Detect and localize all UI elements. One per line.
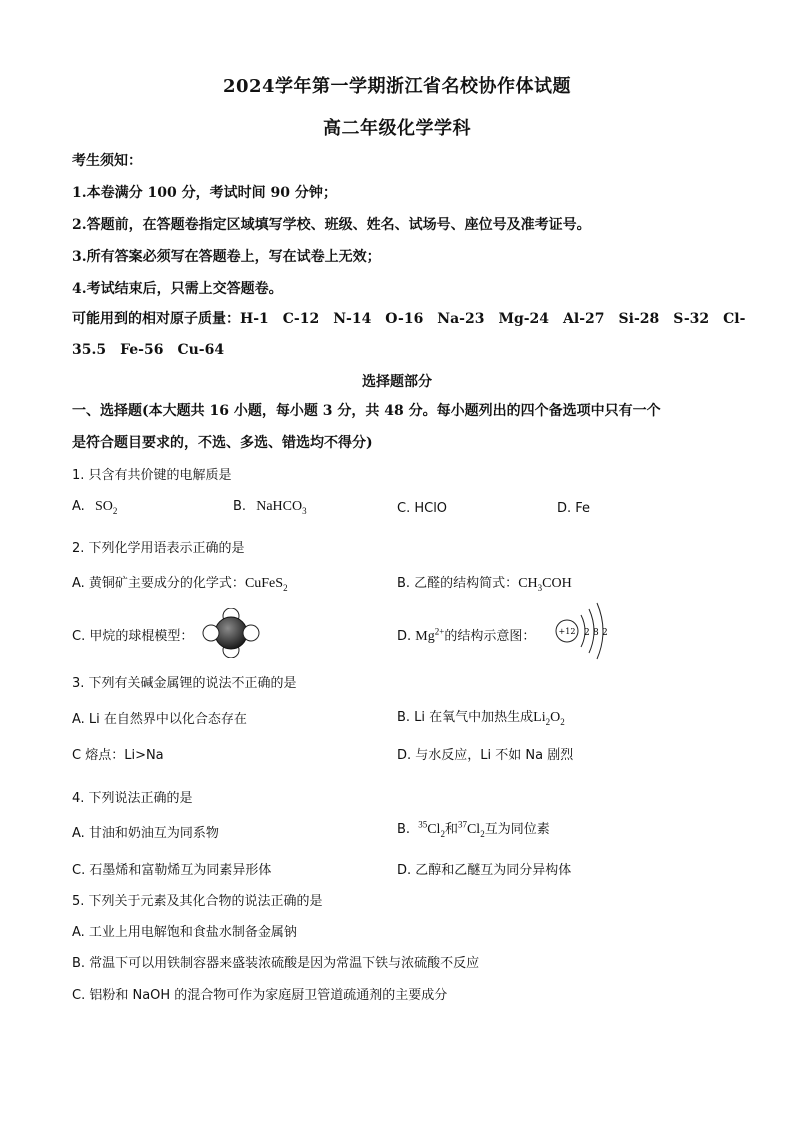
q1-a-sub: 2 <box>112 505 118 516</box>
q2-option-a <box>72 572 288 593</box>
q4-b-mass1: 35 <box>418 819 428 830</box>
q1-stem: 1. 只含有共价键的电解质是 <box>72 468 232 483</box>
q2-stem: 2. 下列化学用语表示正确的是 <box>72 541 245 556</box>
q3-b-sub1: 2 <box>545 716 551 727</box>
q5-option-c: C. 铝粉和 NaOH 的混合物可作为家庭厨卫管道疏通剂的主要成分 <box>72 988 448 1003</box>
q2-b-text: B. 乙醛的结构简式： <box>397 576 519 591</box>
q4-option-c: C. 石墨烯和富勒烯互为同素异形体 <box>72 863 272 878</box>
q1-option-b <box>233 499 307 516</box>
q2-d-text: D. <box>397 629 416 644</box>
exam-subtitle: 高二年级化学学科 <box>323 118 471 139</box>
q4-b-label: B. <box>397 822 411 837</box>
q4-b-and: 和 <box>444 822 458 837</box>
q3-option-a: A. Li 在自然界中以化合态存在 <box>72 712 247 727</box>
q4-stem: 4. 下列说法正确的是 <box>72 791 193 806</box>
q4-option-b <box>397 818 550 839</box>
q1-option-c: C. HClO <box>397 501 448 516</box>
q1-option-d: D. Fe <box>557 501 591 516</box>
q2-b-post: COH <box>542 576 572 591</box>
section-instruction-1: 一、选择题(本大题共 16 小题，每小题 3 分，共 48 分。每小题列出的四个备选项中只有一个 <box>72 403 661 419</box>
q4-b-sub2: 2 <box>480 828 485 839</box>
q2-a-text: A. 黄铜矿主要成分的化学式： <box>72 576 245 591</box>
q1-b-sub: 3 <box>302 505 307 516</box>
q1-option-a <box>72 499 117 516</box>
q3-option-d: D. 与水反应，Li 不如 Na 剧烈 <box>397 748 574 763</box>
q4-b-mass2: 37 <box>457 819 467 830</box>
q4-b-post: 互为同位素 <box>484 822 550 837</box>
atomic-mass-line-1: 可能用到的相对原子质量：H-1 C-12 N-14 O-16 Na-23 Mg-24 Al-27 Si-28 S-32 Cl- <box>72 311 746 327</box>
mg-shell-3: 2 <box>602 628 608 638</box>
q4-option-d: D. 乙醇和乙醚互为同分异构体 <box>397 863 572 878</box>
q3-b-li: Li <box>533 710 546 725</box>
section-title: 选择题部分 <box>362 374 432 390</box>
q2-b-pre: CH <box>518 576 538 591</box>
q1-a-formula: SO <box>94 499 113 514</box>
notice-item-3: 3.所有答案必须写在答题卷上，写在试卷上无效； <box>72 249 381 265</box>
q2-b-sub: 3 <box>537 582 543 593</box>
q2-option-d <box>397 625 535 645</box>
q4-option-a: A. 甘油和奶油互为同系物 <box>72 826 219 841</box>
q3-b-text: B. Li 在氧气中加热生成 <box>397 710 534 725</box>
mg-shell-1: 2 <box>584 628 590 638</box>
q4-b-cl2: Cl <box>466 822 481 837</box>
methane-ball-stick-model <box>202 608 260 658</box>
notice-item-4: 4.考试结束后，只需上交答题卷。 <box>72 281 283 297</box>
q3-stem: 3. 下列有关碱金属锂的说法不正确的是 <box>72 676 297 691</box>
q2-d-charge: 2+ <box>434 626 445 637</box>
q3-option-c: C 熔点：Li>Na <box>72 748 164 763</box>
notice-heading: 考生须知： <box>72 153 142 169</box>
q2-a-sub: 2 <box>283 582 288 593</box>
q2-d-ion: Mg <box>415 629 435 644</box>
q2-a-formula: CuFeS <box>244 576 284 591</box>
q1-b-label: B. <box>233 499 247 514</box>
q2-d-post: 的结构示意图： <box>444 629 536 644</box>
q4-b-sub1: 2 <box>440 828 445 839</box>
q5-option-b: B. 常温下可以用铁制容器来盛装浓硫酸是因为常温下铁与浓硫酸不反应 <box>72 956 480 971</box>
q5-stem: 5. 下列关于元素及其化合物的说法正确的是 <box>72 894 323 909</box>
atomic-mass-line-2: 35.5 Fe-56 Cu-64 <box>72 342 225 358</box>
q3-b-o: O <box>550 710 561 725</box>
q2-option-c <box>72 625 193 644</box>
q1-b-formula: NaHCO <box>256 499 303 514</box>
q4-b-cl1: Cl <box>427 822 441 837</box>
q1-a-label: A. <box>72 499 85 514</box>
section-instruction-2: 是符合题目要求的，不选、多选、错选均不得分) <box>72 435 373 451</box>
mg-shell-2: 8 <box>593 628 599 638</box>
q5-option-a: A. 工业上用电解饱和食盐水制备金属钠 <box>72 925 297 940</box>
notice-item-1: 1.本卷满分 100 分，考试时间 90 分钟； <box>72 185 337 201</box>
q2-c-text: C. 甲烷的球棍模型： <box>72 629 194 644</box>
mg-ion-structure-diagram <box>553 601 611 661</box>
q3-b-sub2: 2 <box>560 716 565 727</box>
notice-item-2: 2.答题前，在答题卷指定区域填写学校、班级、姓名、试场号、座位号及准考证号。 <box>72 217 591 233</box>
q3-option-b <box>397 706 565 727</box>
exam-title: 2024学年第一学期浙江省名校协作体试题 <box>222 76 572 97</box>
mg-nucleus-label: +12 <box>558 627 576 636</box>
q2-option-b <box>397 572 572 593</box>
